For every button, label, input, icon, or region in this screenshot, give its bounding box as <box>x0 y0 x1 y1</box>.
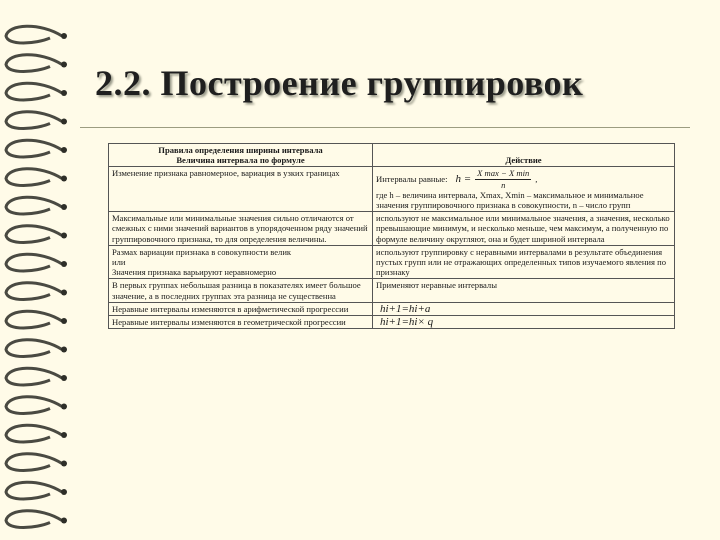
interval-formula <box>376 168 671 189</box>
title-divider <box>80 127 690 128</box>
spiral-hole <box>61 62 67 68</box>
spiral-hole <box>61 318 67 324</box>
spiral-ring <box>6 368 62 385</box>
spiral-hole <box>61 119 67 125</box>
table-row <box>109 212 675 246</box>
spiral-ring <box>6 254 62 271</box>
header-left-line2: Величина интервала по формуле <box>176 155 305 166</box>
table-row <box>109 245 675 279</box>
row1-action <box>373 167 675 212</box>
row3-condition <box>109 245 373 279</box>
spiral-ring <box>6 26 62 43</box>
table-row <box>109 302 675 315</box>
spiral-ring <box>6 83 62 100</box>
formula-denominator: n <box>501 179 506 190</box>
spiral-hole <box>61 147 67 153</box>
header-left-line1: Правила определения ширины интервала <box>158 145 323 155</box>
formula-fraction <box>475 168 531 189</box>
spiral-hole <box>61 347 67 353</box>
table-row <box>109 167 675 212</box>
header-right <box>373 144 675 167</box>
spiral-hole <box>61 33 67 39</box>
spiral-hole <box>61 90 67 96</box>
spiral-ring <box>6 169 62 186</box>
formula-explanation: где h – величина интервала, Xmax, Xmin – максимальное и минимальное значения группировочного признака в совокупности, n – число групп <box>376 189 644 211</box>
spiral-ring <box>6 397 62 414</box>
row4-action: Применяют неравные интервалы <box>373 279 675 302</box>
row2-action: используют не максимальное или минимальное значения, а значения, несколько превышающие минимум, и несколько меньше, чем максимум, а полученную по формуле величину округляют, она и будет шириной интервала <box>373 212 675 246</box>
slide-title: 2.2. Построение группировок <box>95 63 584 103</box>
table-row <box>109 279 675 302</box>
spiral-ring <box>6 112 62 129</box>
spiral-ring <box>6 311 62 328</box>
spiral-ring <box>6 226 62 243</box>
spiral-hole <box>61 518 67 524</box>
spiral-ring <box>6 511 62 528</box>
header-right-label: Действие <box>505 155 542 166</box>
spiral-ring <box>6 340 62 357</box>
formula-tail: , <box>535 174 538 184</box>
spiral-ring <box>6 283 62 300</box>
row4-condition: В первых группах небольшая разница в показателях имеет большое значение, а в последних группах эта разница не существенна <box>109 279 373 302</box>
spiral-hole <box>61 489 67 495</box>
spiral-hole <box>61 261 67 267</box>
row2-condition: Максимальные или минимальные значения сильно отличаются от смежных с ними значений вариантов в упорядоченном ряду значений группировочного признака, то для определения величины. <box>109 212 373 246</box>
spiral-hole <box>61 233 67 239</box>
table-row <box>109 316 675 329</box>
row3-line3: Значения признака варьируют неравномерно <box>112 267 277 278</box>
spiral-ring <box>6 140 62 157</box>
spiral-hole <box>61 404 67 410</box>
row5-condition: Неравные интервалы изменяются в арифметической прогрессии <box>109 302 373 315</box>
formula-label: Интервалы равные: <box>376 174 448 184</box>
spiral-ring <box>6 55 62 72</box>
spiral-ring <box>6 454 62 471</box>
row3-action: используют группировку с неравными интервалами в результате объединения пустых групп или не отражающих определенных типов изучаемого явления по признаку <box>373 245 675 279</box>
geometric-formula: hi+1=hi× q <box>380 316 434 329</box>
row5-action <box>373 302 675 315</box>
spiral-binding <box>0 0 80 540</box>
formula-lhs: h = <box>455 173 472 185</box>
spiral-ring <box>6 482 62 499</box>
interval-rules-table <box>108 143 675 329</box>
spiral-hole <box>61 375 67 381</box>
row3-line1: Размах вариации признака в совокупности велик <box>112 246 292 257</box>
row1-condition: Изменение признака равномерное, вариация в узких границах <box>109 167 373 212</box>
row3-line2: или <box>112 257 126 268</box>
row6-action <box>373 316 675 329</box>
formula-numerator: X max − X min <box>477 168 530 179</box>
spiral-hole <box>61 204 67 210</box>
arithmetic-formula: hi+1=hi+a <box>380 302 431 315</box>
spiral-hole <box>61 290 67 296</box>
table-header-row <box>109 144 675 167</box>
spiral-ring <box>6 197 62 214</box>
spiral-ring <box>6 425 62 442</box>
spiral-hole <box>61 176 67 182</box>
header-left <box>109 144 373 167</box>
spiral-hole <box>61 461 67 467</box>
spiral-hole <box>61 432 67 438</box>
row6-condition: Неравные интервалы изменяются в геометрической прогрессии <box>109 316 373 329</box>
